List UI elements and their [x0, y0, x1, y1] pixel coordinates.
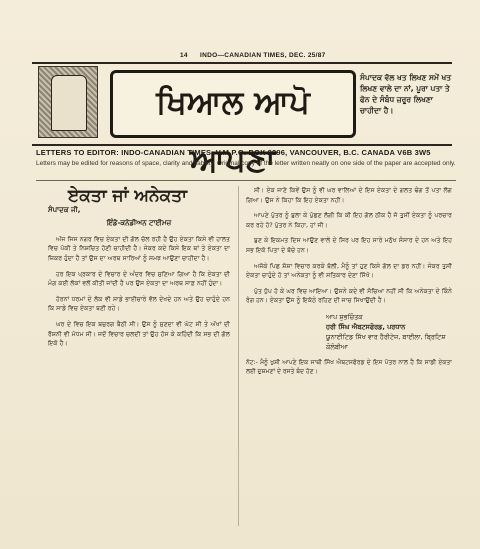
paragraph: ਸੀ। ਏਕ ਜਾਣੋ ਕਿਵੇਂ ਉਸ ਨੂੰ ਵੀ ਘਰ ਵਾਲਿਆਂ ਦੇ ਇਸ ਏਕਤਾ ਦੇ ਗਲਤ ਢੰਗ ਤੋਂ ਪਤਾ ਲੱਗ ਗਿਆ। ਉਸ ਨੇ ਕਿਹਾ ਕਿ ਇਹ ਏਕਤਾ ਨਹੀਂ।	[246, 187, 452, 204]
letters-box	[36, 148, 456, 168]
publication-line: INDO—CANADIAN TIMES, DEC. 25/87	[200, 52, 326, 59]
footnote: ਨੋਟ:- ਮੈਨੂੰ ਖੁਸ਼ੀ ਆਪਣੇ ਇਕ ਸਾਥੀ ਸਿੱਖ ਐਬਟਸਫੋਰਡ ਦੇ ਇਸ ਪੱਤਰ ਨਾਲ ਹੈ ਕਿ ਸਾਡੀ ਏਕਤਾ ਲਈ ਦੁਸ਼ਮਣਾਂ ਦੇ ਰਸਤੇ ਬੰਦ ਹੋਣ।	[246, 358, 452, 375]
page-number: 14	[180, 52, 188, 59]
paragraph: ਪੁੱਤ ਧੁੱਪ ਹੋ ਕੇ ਘਰ ਵਿਚ ਆਇਆ। ਉਸਨੇ ਕਦੇ ਵੀ ਸੋਚਿਆ ਨਹੀਂ ਸੀ ਕਿ ਅਨੇਕਤਾ ਦੇ ਕਿੰਨੇ ਰੰਗ ਹਨ। ਏਕਤਾ ਉਸ ਨੂੰ ਇਕੱਠੇ ਰਹਿਣ ਦੀ ਜਾਚ ਸਿਖਾਉਂਦੀ ਹੈ।	[246, 287, 452, 305]
signature-closing: ਆਪ ਸ਼ੁਭਚਿੰਤਕ	[326, 312, 363, 321]
divider	[36, 180, 456, 181]
paragraph: ਅਜੋਕੇ ਪਿਛ ਸ਼ੋਸ਼ਾ ਵਿਚਾਰ ਕਰਕੇ ਬੋਲੀ, ਮੈਨੂੰ ਤਾਂ ਹੁਣ ਕਿਸੇ ਗੱਲ ਦਾ ਡਰ ਨਹੀਂ। ਜੇਕਰ ਤੁਸੀਂ ਏਕਤਾ ਚਾਹੁੰਦੇ ਹੋ ਤਾਂ ਅਨੇਕਤਾ ਨੂੰ ਵੀ ਸਤਿਕਾਰ ਦੇਣਾ ਸਿੱਖੋ।	[246, 262, 452, 280]
paragraph: ਬੁਣ ਕੇ ਇਕਮਤ ਦਿਸ ਆਉਣ ਵਾਲੇ ਦੇ ਸਿਰ ਪਰ ਇਹ ਸਾਰੇ ਮਨੁੱਖ ਸੰਸਾਰ ਦੇ ਹਨ ਅਤੇ ਇਹ ਸਭ ਇਕੋ ਪਿਤਾ ਦੇ ਬੱਚੇ ਹਨ।	[246, 237, 452, 254]
signature-org: ਯੂਨਾਈਟਿਡ ਸਿੱਖ ਵਾਰ ਹੈਰੀਟੇਜ, ਬਾਈਲਾ, ਬ੍ਰਿਟਿਸ਼ ਕੋਲੰਬੀਆ	[326, 332, 446, 351]
paragraph: ਘਰ ਦੇ ਵਿਚ ਇਕ ਬਜ਼ੁਰਗ ਬੈਠੀ ਸੀ। ਉਸ ਨੂੰ ਸੁਣਦਾ ਵੀ ਘੱਟ ਸੀ ਤੇ ਅੱਖਾਂ ਦੀ ਰੌਸ਼ਨੀ ਵੀ ਮੱਧਮ ਸੀ। ਜਦੋਂ ਵਿਚਾਰ ਚਲਦੀ ਤਾਂ ਉਹ ਹੱਸ ਕੇ ਕਹਿੰਦੀ ਕਿ ਸਭ ਦੀ ਗੱਲ ਇਕੋ ਹੈ।	[48, 320, 230, 348]
article-right-column	[246, 186, 452, 530]
seated-figure-image	[51, 75, 87, 131]
column-divider	[238, 186, 239, 526]
letters-note: Letters may be edited for reasons of space, clarity and liability. Original copy of the letter written neatly on one side of the paper are accepted only.	[36, 160, 456, 167]
article-left-column	[48, 186, 230, 530]
signature-name: ਹਰੀ ਸਿੰਘ ਐਬਟਸਫੋਰਡ, ਪਰਧਾਨ	[326, 322, 406, 331]
column-title: ਖਿਆਲ ਆਪੋ ਆਪਣਾ	[110, 70, 356, 138]
masthead-notice: ਸੰਪਾਦਕ ਵੱਲ ਖਤ ਲਿਖਣ ਸਮੇਂ ਖਤ ਲਿਖਣ ਵਾਲੇ ਦਾ ਨਾਂ, ਪੂਰਾ ਪਤਾ ਤੇ ਫੋਨ ਦੇ ਸੰਬੰਧ ਜ਼ਰੂਰ ਲਿਖਣਾ ਚਾਹੀਦਾ ਹੈ।	[360, 73, 452, 115]
paragraph: ਅੱਜ ਜਿਸ ਨਗਰ ਵਿਚ ਏਕਤਾ ਦੀ ਗੱਲ ਚੱਲ ਰਹੀ ਹੈ ਉਹ ਏਕਤਾ ਕਿਸੇ ਵੀ ਹਾਲਤ ਵਿਚ ਪੱਕੀ ਤੇ ਨਿਸ਼ਚਿਤ ਹੋਣੀ ਚਾਹੀਦੀ ਹੈ। ਜੇਕਰ ਕਦੇ ਕਿਸੇ ਇਕ ਥਾਂ ਤੇ ਏਕਤਾ ਦਾ ਜ਼ਿਕਰ ਹੁੰਦਾ ਹੈ ਤਾਂ ਉਸ ਦਾ ਅਰਥ ਸਾਰਿਆਂ ਨੂੰ ਸਮਝ ਆਉਣਾ ਚਾਹੀਦਾ ਹੈ।	[48, 235, 230, 262]
signature	[326, 312, 452, 352]
letters-heading: LETTERS TO EDITOR: INDO-CANADIAN TIMES, V.M.P.O. BOX 2296, VANCOUVER, B.C. CANADA V6B 3W5	[36, 148, 431, 157]
paragraph: ਹੋਰਨਾਂ ਧਰਮਾਂ ਦੇ ਲੋਕ ਵੀ ਸਾਡੇ ਭਾਈਚਾਰੇ ਵੱਲ ਦੇਖਦੇ ਹਨ ਅਤੇ ਉਹ ਚਾਹੁੰਦੇ ਹਨ ਕਿ ਸਾਡੇ ਵਿਚ ਏਕਤਾ ਬਣੀ ਰਹੇ।	[48, 295, 230, 313]
illustration-image	[38, 66, 98, 138]
paragraph: ਆਪਣੇ ਪੁੱਤਰ ਨੂੰ ਬੁਲਾ ਕੇ ਪੁੱਛਣ ਲੱਗੀ ਕਿ ਕੀ ਇਹ ਗੱਲ ਠੀਕ ਹੈ ਜੋ ਤੁਸੀਂ ਏਕਤਾ ਨੂੰ ਪਰਚਾਰ ਕਰ ਰਹੇ ਹੋ? ਪੁੱਤਰ ਨੇ ਕਿਹਾ, ਹਾਂ ਜੀ।	[246, 212, 452, 229]
paragraph: ਹਰ ਇਕ ਪ੍ਰਕਾਰ ਦੇ ਵਿਚਾਰ ਦੇ ਅੰਦਰ ਵਿਚ ਸੁਣਿਆ ਗਿਆ ਹੈ ਕਿ ਏਕਤਾ ਦੀ ਮੰਗ ਕਈ ਲੋਕਾਂ ਵਲੋਂ ਕੀਤੀ ਜਾਂਦੀ ਹੈ ਪਰ ਉਸ ਏਕਤਾ ਦਾ ਅਰਥ ਸਾਫ਼ ਨਹੀਂ ਹੁੰਦਾ।	[48, 270, 230, 288]
article-title: ਏਕਤਾ ਜਾਂ ਅਨੇਕਤਾ	[68, 186, 187, 206]
salutation: ਸੰਪਾਦਕ ਜੀ,	[48, 205, 81, 214]
subject-line: ਇੰਡੋ-ਕਨੇਡੀਅਨ ਟਾਈਮਜ਼	[106, 219, 172, 228]
